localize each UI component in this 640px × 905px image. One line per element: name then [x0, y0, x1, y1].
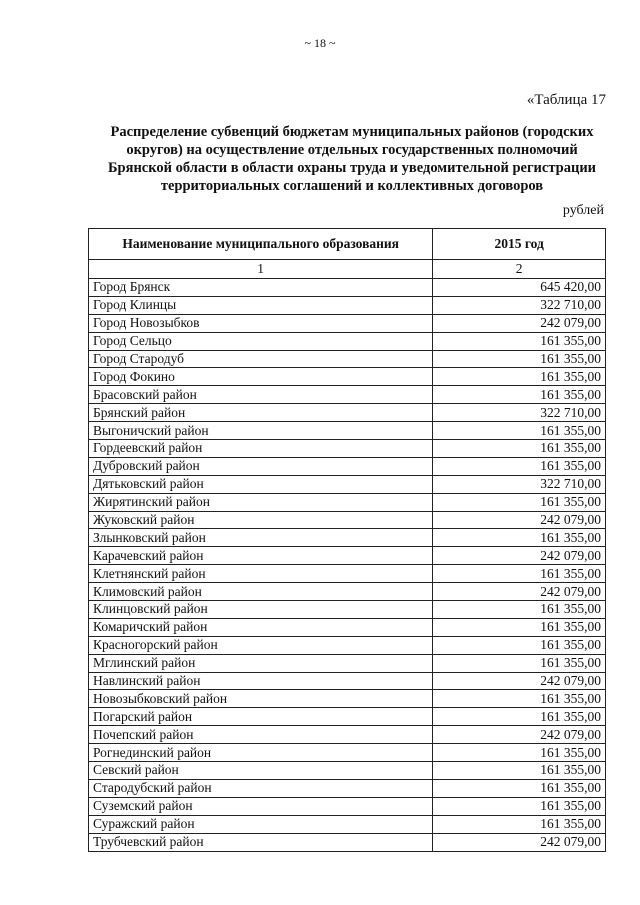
amount-2015: 161 355,00 — [433, 744, 606, 762]
table-row — [89, 314, 606, 332]
amount-2015: 161 355,00 — [433, 529, 606, 547]
table-reference: «Таблица 17 — [526, 92, 606, 108]
column-header-name: Наименование муниципального образования — [89, 229, 433, 260]
municipality-name: Суражский район — [89, 815, 433, 833]
column-number: 1 — [89, 260, 433, 279]
units-label: рублей — [562, 203, 604, 218]
municipality-name: Город Брянск — [89, 279, 433, 297]
table-row — [89, 726, 606, 744]
amount-2015: 322 710,00 — [433, 296, 606, 314]
amount-2015: 161 355,00 — [433, 618, 606, 636]
column-header-year: 2015 год — [433, 229, 606, 260]
amount-2015: 161 355,00 — [433, 493, 606, 511]
table-row — [89, 547, 606, 565]
table-row — [89, 296, 606, 314]
amount-2015: 242 079,00 — [433, 672, 606, 690]
table-row — [89, 744, 606, 762]
document-title — [92, 123, 612, 195]
title-line: Брянской области в области охраны труда и уведомительной регистрации — [107, 160, 597, 176]
table-row — [89, 386, 606, 404]
municipality-name: Карачевский район — [89, 547, 433, 565]
municipality-name: Рогнединский район — [89, 744, 433, 762]
amount-2015: 242 079,00 — [433, 726, 606, 744]
municipality-name: Клинцовский район — [89, 601, 433, 619]
table-row — [89, 797, 606, 815]
table-row — [89, 618, 606, 636]
table-row — [89, 279, 606, 297]
page-number: ~ 18 ~ — [304, 36, 336, 50]
amount-2015: 242 079,00 — [433, 547, 606, 565]
amount-2015: 161 355,00 — [433, 332, 606, 350]
title-line: территориальных соглашений и коллективных договоров — [160, 178, 544, 194]
table-row — [89, 565, 606, 583]
column-number: 2 — [433, 260, 606, 279]
column-number-row — [89, 260, 606, 279]
amount-2015: 161 355,00 — [433, 762, 606, 780]
table-body — [89, 279, 606, 852]
table-row — [89, 708, 606, 726]
amount-2015: 242 079,00 — [433, 314, 606, 332]
table-row — [89, 690, 606, 708]
amount-2015: 161 355,00 — [433, 815, 606, 833]
table-row — [89, 833, 606, 851]
municipality-name: Стародубский район — [89, 779, 433, 797]
amount-2015: 161 355,00 — [433, 797, 606, 815]
table-row — [89, 511, 606, 529]
table-row — [89, 636, 606, 654]
municipality-name: Комаричский район — [89, 618, 433, 636]
table-row — [89, 672, 606, 690]
amount-2015: 242 079,00 — [433, 833, 606, 851]
amount-2015: 322 710,00 — [433, 404, 606, 422]
municipality-name: Почепский район — [89, 726, 433, 744]
amount-2015: 161 355,00 — [433, 636, 606, 654]
amount-2015: 161 355,00 — [433, 565, 606, 583]
municipality-name: Трубчевский район — [89, 833, 433, 851]
table-row — [89, 440, 606, 458]
subsidy-table — [88, 228, 606, 852]
table-row — [89, 457, 606, 475]
municipality-name: Город Новозыбков — [89, 314, 433, 332]
municipality-name: Город Сельцо — [89, 332, 433, 350]
amount-2015: 161 355,00 — [433, 440, 606, 458]
municipality-name: Красногорский район — [89, 636, 433, 654]
table-row — [89, 583, 606, 601]
municipality-name: Жирятинский район — [89, 493, 433, 511]
municipality-name: Брасовский район — [89, 386, 433, 404]
table-row — [89, 368, 606, 386]
municipality-name: Мглинский район — [89, 654, 433, 672]
municipality-name: Севский район — [89, 762, 433, 780]
municipality-name: Новозыбковский район — [89, 690, 433, 708]
municipality-name: Город Клинцы — [89, 296, 433, 314]
table-row — [89, 779, 606, 797]
amount-2015: 322 710,00 — [433, 475, 606, 493]
municipality-name: Жуковский район — [89, 511, 433, 529]
amount-2015: 161 355,00 — [433, 422, 606, 440]
table-row — [89, 475, 606, 493]
amount-2015: 161 355,00 — [433, 386, 606, 404]
amount-2015: 161 355,00 — [433, 654, 606, 672]
table-row — [89, 422, 606, 440]
table-row — [89, 601, 606, 619]
amount-2015: 161 355,00 — [433, 601, 606, 619]
table-row — [89, 654, 606, 672]
municipality-name: Клетнянский район — [89, 565, 433, 583]
municipality-name: Гордеевский район — [89, 440, 433, 458]
amount-2015: 161 355,00 — [433, 779, 606, 797]
title-line: Распределение субвенций бюджетам муниципальных районов (городских — [110, 124, 594, 140]
municipality-name: Выгоничский район — [89, 422, 433, 440]
table-row — [89, 332, 606, 350]
amount-2015: 161 355,00 — [433, 690, 606, 708]
municipality-name: Погарский район — [89, 708, 433, 726]
municipality-name: Брянский район — [89, 404, 433, 422]
municipality-name: Климовский район — [89, 583, 433, 601]
amount-2015: 242 079,00 — [433, 583, 606, 601]
municipality-name: Город Стародуб — [89, 350, 433, 368]
municipality-name: Злынковский район — [89, 529, 433, 547]
title-line: округов) на осуществление отдельных государственных полномочий — [126, 142, 578, 158]
table-row — [89, 815, 606, 833]
amount-2015: 161 355,00 — [433, 368, 606, 386]
table-header-row — [89, 229, 606, 260]
amount-2015: 645 420,00 — [433, 279, 606, 297]
table-row — [89, 762, 606, 780]
amount-2015: 242 079,00 — [433, 511, 606, 529]
amount-2015: 161 355,00 — [433, 457, 606, 475]
table-row — [89, 529, 606, 547]
municipality-name: Дубровский район — [89, 457, 433, 475]
municipality-name: Суземский район — [89, 797, 433, 815]
table-row — [89, 404, 606, 422]
amount-2015: 161 355,00 — [433, 708, 606, 726]
municipality-name: Город Фокино — [89, 368, 433, 386]
amount-2015: 161 355,00 — [433, 350, 606, 368]
table-row — [89, 493, 606, 511]
table-row — [89, 350, 606, 368]
municipality-name: Навлинский район — [89, 672, 433, 690]
municipality-name: Дятьковский район — [89, 475, 433, 493]
